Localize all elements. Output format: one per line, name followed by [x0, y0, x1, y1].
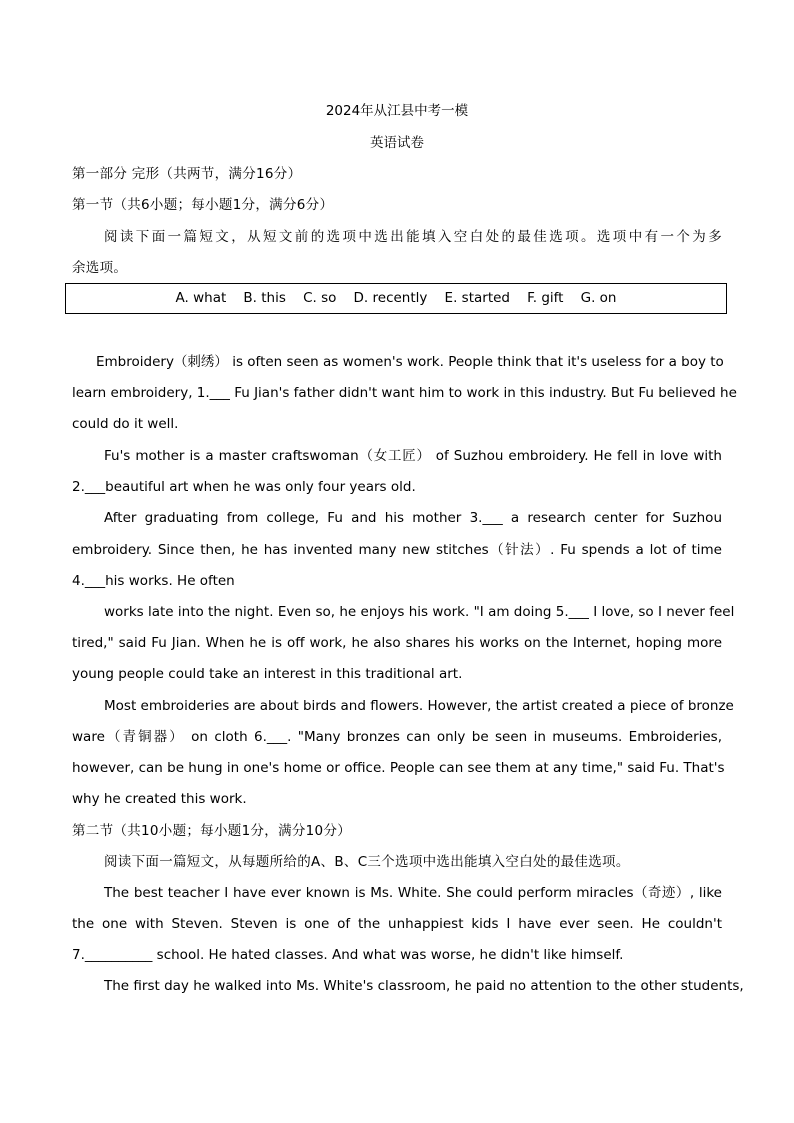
passage1-line: After graduating from college, Fu and his mother 3.___ a research center for Suzhou	[104, 510, 722, 526]
passage2-line: The first day he walked into Ms. White's classroom, he paid no attention to the other students,	[104, 978, 744, 994]
passage1-line: however, can be hung in one's home or office. People can see them at any time," said Fu. That's	[72, 760, 725, 776]
exam-subtitle: 英语试卷	[370, 135, 424, 151]
passage1-line: 2.___beautiful art when he was only four years old.	[72, 479, 416, 495]
exam-title: 2024年从江县中考一模	[325, 103, 469, 119]
passage2-line: The best teacher I have ever known is Ms. White. She could perform miracles（奇迹）, like	[104, 885, 722, 901]
part1-heading: 第一部分 完形（共两节，满分16分）	[72, 166, 302, 182]
passage1-line: why he created this work.	[72, 791, 247, 807]
section2-instruction: 阅读下面一篇短文，从每题所给的A、B、C三个选项中选出能填入空白处的最佳选项。	[104, 854, 630, 870]
passage1-line: tired," said Fu Jian. When he is off work, he also shares his works on the Internet, hoping more	[72, 635, 722, 651]
passage1-line: could do it well.	[72, 416, 179, 432]
section1-instruction-line2: 余选项。	[72, 260, 128, 276]
section1-heading: 第一节（共6小题；每小题1分，满分6分）	[72, 197, 334, 213]
options-text: A. what B. this C. so D. recently E. started F. gift G. on	[175, 290, 617, 306]
passage1-line: embroidery. Since then, he has invented many new stitches（针法）. Fu spends a lot of time	[72, 542, 722, 558]
passage1-line: young people could take an interest in this traditional art.	[72, 666, 463, 682]
section1-instruction-line1: 阅读下面一篇短文，从短文前的选项中选出能填入空白处的最佳选项。选项中有一个为多	[104, 229, 722, 245]
passage1-line: Embroidery（刺绣） is often seen as women's work. People think that it's useless for a boy to	[96, 354, 724, 370]
passage2-line: 7.__________ school. He hated classes. And what was worse, he didn't like himself.	[72, 947, 624, 963]
options-box	[65, 283, 727, 314]
passage1-line: 4.___his works. He often	[72, 573, 235, 589]
passage1-line: ware（青铜器） on cloth 6.___. "Many bronzes can only be seen in museums. Embroideries,	[72, 729, 722, 745]
passage1-line: Most embroideries are about birds and flowers. However, the artist created a piece of bronze	[104, 698, 734, 714]
passage1-line: works late into the night. Even so, he enjoys his work. "I am doing 5.___ I love, so I never feel	[104, 604, 735, 620]
passage2-line: the one with Steven. Steven is one of the unhappiest kids I have ever seen. He couldn't	[72, 916, 722, 932]
section2-heading: 第二节（共10小题；每小题1分，满分10分）	[72, 823, 352, 839]
passage1-line: learn embroidery, 1.___ Fu Jian's father didn't want him to work in this industry. But Fu believed he	[72, 385, 737, 401]
passage1-line: Fu's mother is a master craftswoman（女工匠） of Suzhou embroidery. He fell in love with	[104, 448, 722, 464]
